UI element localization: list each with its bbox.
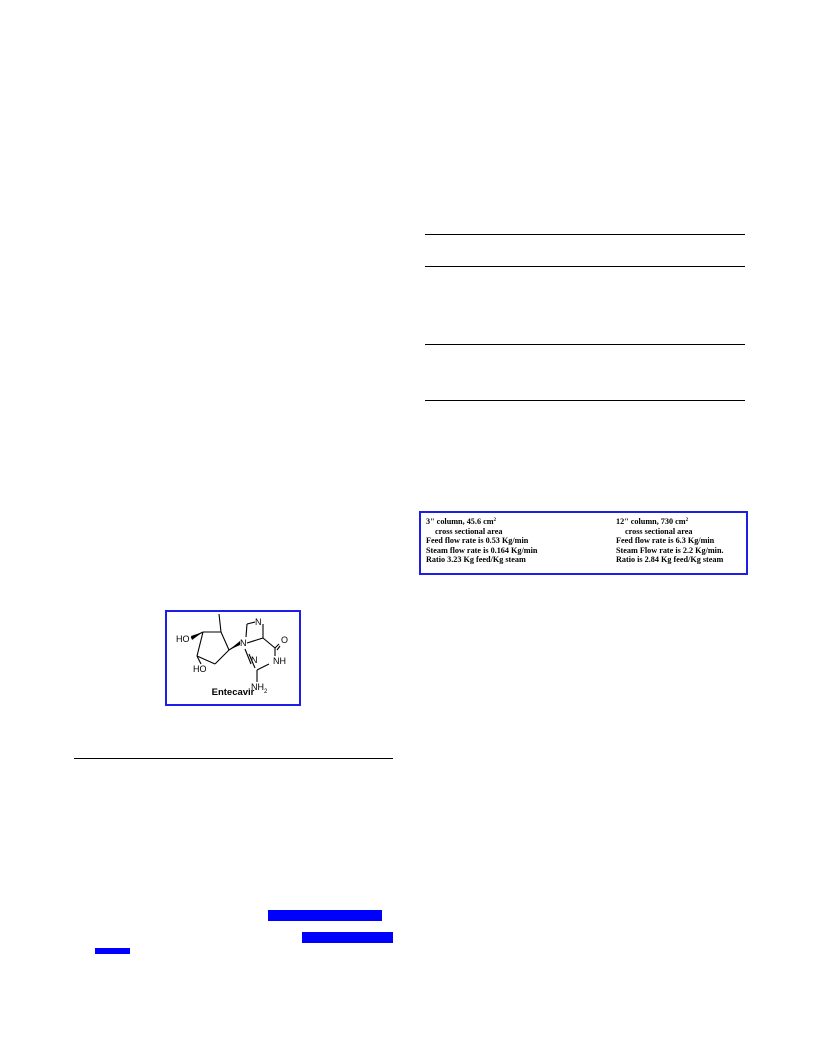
param-line: Ratio 3.23 Kg feed/Kg steam bbox=[426, 555, 526, 565]
column-12in-params bbox=[616, 517, 724, 565]
param-line: Ratio is 2.84 Kg feed/Kg steam bbox=[616, 555, 724, 565]
param-line: 12" column, 730 $cm^2$ bbox=[616, 517, 689, 526]
highlighted-link[interactable] bbox=[268, 910, 382, 921]
table-bottom-rule bbox=[425, 400, 745, 401]
atom-ho: HO bbox=[193, 664, 207, 674]
atom-nh: NH bbox=[273, 656, 286, 666]
atom-nh2: $NH_2$ bbox=[251, 682, 268, 695]
param-line: Feed flow rate is 6.3 Kg/min bbox=[616, 536, 715, 546]
table-header-rule bbox=[425, 266, 745, 267]
param-line: Steam Flow rate is 2.2 Kg/min. bbox=[616, 545, 724, 555]
steam-distillation-box bbox=[419, 511, 748, 575]
atom-n: N bbox=[251, 655, 258, 665]
footnote-separator bbox=[74, 758, 393, 759]
table-top-rule bbox=[425, 234, 745, 235]
structure-caption: Entecavir bbox=[211, 687, 255, 698]
param-line: cross sectional area bbox=[435, 526, 503, 536]
highlighted-link[interactable] bbox=[95, 948, 130, 954]
param-line: cross sectional area bbox=[625, 526, 693, 536]
param-line: Feed flow rate is 0.53 Kg/min bbox=[426, 536, 529, 546]
column-3in-params bbox=[426, 517, 537, 565]
entecavir-structure-box bbox=[165, 610, 301, 706]
param-line: 3" column, 45.6 $cm^2$ bbox=[426, 517, 497, 526]
table-mid-rule bbox=[425, 344, 745, 345]
atom-ho: HO bbox=[176, 634, 190, 644]
atom-o: O bbox=[281, 635, 289, 645]
atom-n: N bbox=[240, 638, 247, 648]
atom-n: N bbox=[255, 617, 262, 627]
highlighted-link[interactable] bbox=[302, 932, 393, 943]
param-line: Steam flow rate is 0.164 Kg/min bbox=[426, 545, 538, 555]
